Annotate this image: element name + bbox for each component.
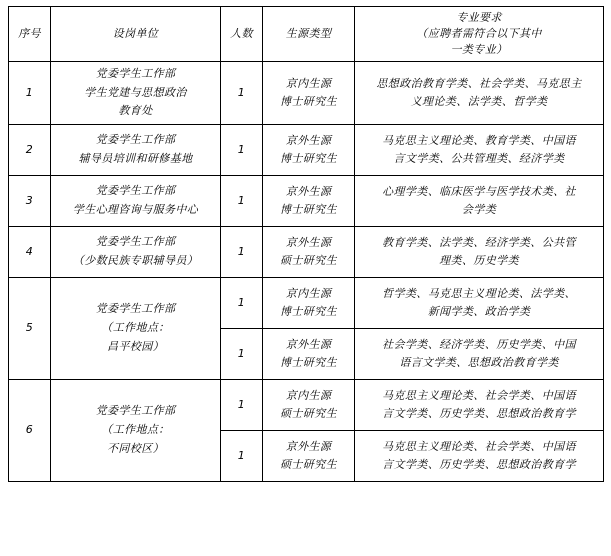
unit-line: 教育处 bbox=[118, 104, 153, 118]
table-row bbox=[9, 61, 604, 124]
row-major-requirement bbox=[355, 277, 604, 328]
unit-line: （少数民族专职辅导员） bbox=[72, 253, 199, 267]
unit-line: 党委学生工作部 bbox=[95, 302, 176, 316]
row-unit bbox=[51, 277, 221, 379]
unit-line: 党委学生工作部 bbox=[95, 133, 176, 147]
unit-line: 党委学生工作部 bbox=[95, 404, 176, 418]
type-line: 硕士研究生 bbox=[280, 406, 337, 420]
table-body bbox=[9, 61, 604, 481]
row-source-type bbox=[263, 61, 355, 124]
type-line: 京内生源 bbox=[285, 287, 332, 301]
header-source-type: 生源类型 bbox=[263, 7, 355, 62]
row-count: 1 bbox=[221, 175, 263, 226]
unit-line: （工作地点： bbox=[101, 321, 170, 335]
type-line: 硕士研究生 bbox=[280, 253, 337, 267]
major-line: 马克思主义理论类、教育学类、中国语 bbox=[382, 134, 576, 148]
row-count: 1 bbox=[221, 61, 263, 124]
row-source-type bbox=[263, 328, 355, 379]
row-no: 6 bbox=[9, 379, 51, 481]
major-line: 马克思主义理论类、社会学类、中国语 bbox=[382, 389, 576, 403]
table-header-row bbox=[9, 7, 604, 62]
row-source-type bbox=[263, 430, 355, 481]
type-line: 京外生源 bbox=[285, 185, 332, 199]
type-line: 博士研究生 bbox=[280, 355, 337, 369]
row-major-requirement bbox=[355, 379, 604, 430]
row-no: 3 bbox=[9, 175, 51, 226]
major-line: 言文学类、历史学类、思想政治教育学 bbox=[382, 457, 576, 471]
header-count: 人数 bbox=[221, 7, 263, 62]
row-source-type bbox=[263, 379, 355, 430]
row-count: 1 bbox=[221, 277, 263, 328]
row-count: 1 bbox=[221, 124, 263, 175]
header-major-requirement bbox=[355, 7, 604, 62]
major-line: 马克思主义理论类、社会学类、中国语 bbox=[382, 440, 576, 454]
table-row bbox=[9, 175, 604, 226]
major-line: 哲学类、马克思主义理论类、法学类、 bbox=[382, 287, 576, 301]
type-line: 京内生源 bbox=[285, 389, 332, 403]
table-row bbox=[9, 379, 604, 430]
unit-line: 学生党建与思想政治 bbox=[84, 85, 187, 99]
type-line: 京外生源 bbox=[285, 440, 332, 454]
job-positions-table bbox=[8, 6, 604, 482]
unit-line: 党委学生工作部 bbox=[95, 66, 176, 80]
unit-line: 昌平校园） bbox=[107, 339, 164, 353]
row-count: 1 bbox=[221, 379, 263, 430]
row-no: 4 bbox=[9, 226, 51, 277]
row-major-requirement bbox=[355, 226, 604, 277]
major-line: 教育学类、法学类、经济学类、公共管 bbox=[382, 236, 576, 250]
row-unit bbox=[51, 175, 221, 226]
type-line: 京外生源 bbox=[285, 134, 332, 148]
table-row bbox=[9, 124, 604, 175]
type-line: 博士研究生 bbox=[280, 94, 337, 108]
row-major-requirement bbox=[355, 430, 604, 481]
type-line: 博士研究生 bbox=[280, 202, 337, 216]
major-line: 言文学类、历史学类、思想政治教育学 bbox=[382, 406, 576, 420]
type-line: 硕士研究生 bbox=[280, 457, 337, 471]
unit-line: 党委学生工作部 bbox=[95, 235, 176, 249]
major-line: 新闻学类、政治学类 bbox=[427, 304, 531, 318]
header-major-line-3: 一类专业） bbox=[450, 42, 508, 56]
type-line: 京内生源 bbox=[285, 77, 332, 91]
row-major-requirement bbox=[355, 175, 604, 226]
row-major-requirement bbox=[355, 61, 604, 124]
row-source-type bbox=[263, 124, 355, 175]
row-unit bbox=[51, 379, 221, 481]
major-line: 思想政治教育学类、社会学类、马克思主 bbox=[376, 77, 582, 91]
row-major-requirement bbox=[355, 124, 604, 175]
table-row bbox=[9, 277, 604, 328]
row-source-type bbox=[263, 277, 355, 328]
row-no: 1 bbox=[9, 61, 51, 124]
major-line: 会学类 bbox=[461, 202, 497, 216]
header-no: 序号 bbox=[9, 7, 51, 62]
type-line: 博士研究生 bbox=[280, 304, 337, 318]
header-major-line-2: （应聘者需符合以下其中 bbox=[416, 26, 542, 40]
header-unit: 设岗单位 bbox=[51, 7, 221, 62]
header-major-line-1: 专业要求 bbox=[456, 11, 502, 24]
row-unit bbox=[51, 226, 221, 277]
major-line: 义理论类、法学类、哲学类 bbox=[410, 94, 548, 108]
row-source-type bbox=[263, 175, 355, 226]
row-source-type bbox=[263, 226, 355, 277]
row-count: 1 bbox=[221, 226, 263, 277]
unit-line: 党委学生工作部 bbox=[95, 184, 176, 198]
unit-line: （工作地点： bbox=[101, 423, 170, 437]
major-line: 言文学类、公共管理类、经济学类 bbox=[393, 151, 565, 165]
row-count: 1 bbox=[221, 430, 263, 481]
unit-line: 学生心理咨询与服务中心 bbox=[72, 202, 199, 216]
major-line: 语言文学类、思想政治教育学类 bbox=[399, 355, 559, 369]
type-line: 博士研究生 bbox=[280, 151, 337, 165]
row-unit bbox=[51, 61, 221, 124]
major-line: 社会学类、经济学类、历史学类、中国 bbox=[382, 338, 576, 352]
major-line: 心理学类、临床医学与医学技术类、社 bbox=[382, 185, 576, 199]
row-major-requirement bbox=[355, 328, 604, 379]
type-line: 京外生源 bbox=[285, 236, 332, 250]
row-unit bbox=[51, 124, 221, 175]
unit-line: 不同校区） bbox=[107, 441, 164, 455]
table-header bbox=[9, 7, 604, 62]
type-line: 京外生源 bbox=[285, 338, 332, 352]
row-no: 5 bbox=[9, 277, 51, 379]
row-count: 1 bbox=[221, 328, 263, 379]
table-row bbox=[9, 226, 604, 277]
major-line: 理类、历史学类 bbox=[439, 253, 519, 267]
row-no: 2 bbox=[9, 124, 51, 175]
unit-line: 辅导员培训和研修基地 bbox=[78, 151, 193, 165]
